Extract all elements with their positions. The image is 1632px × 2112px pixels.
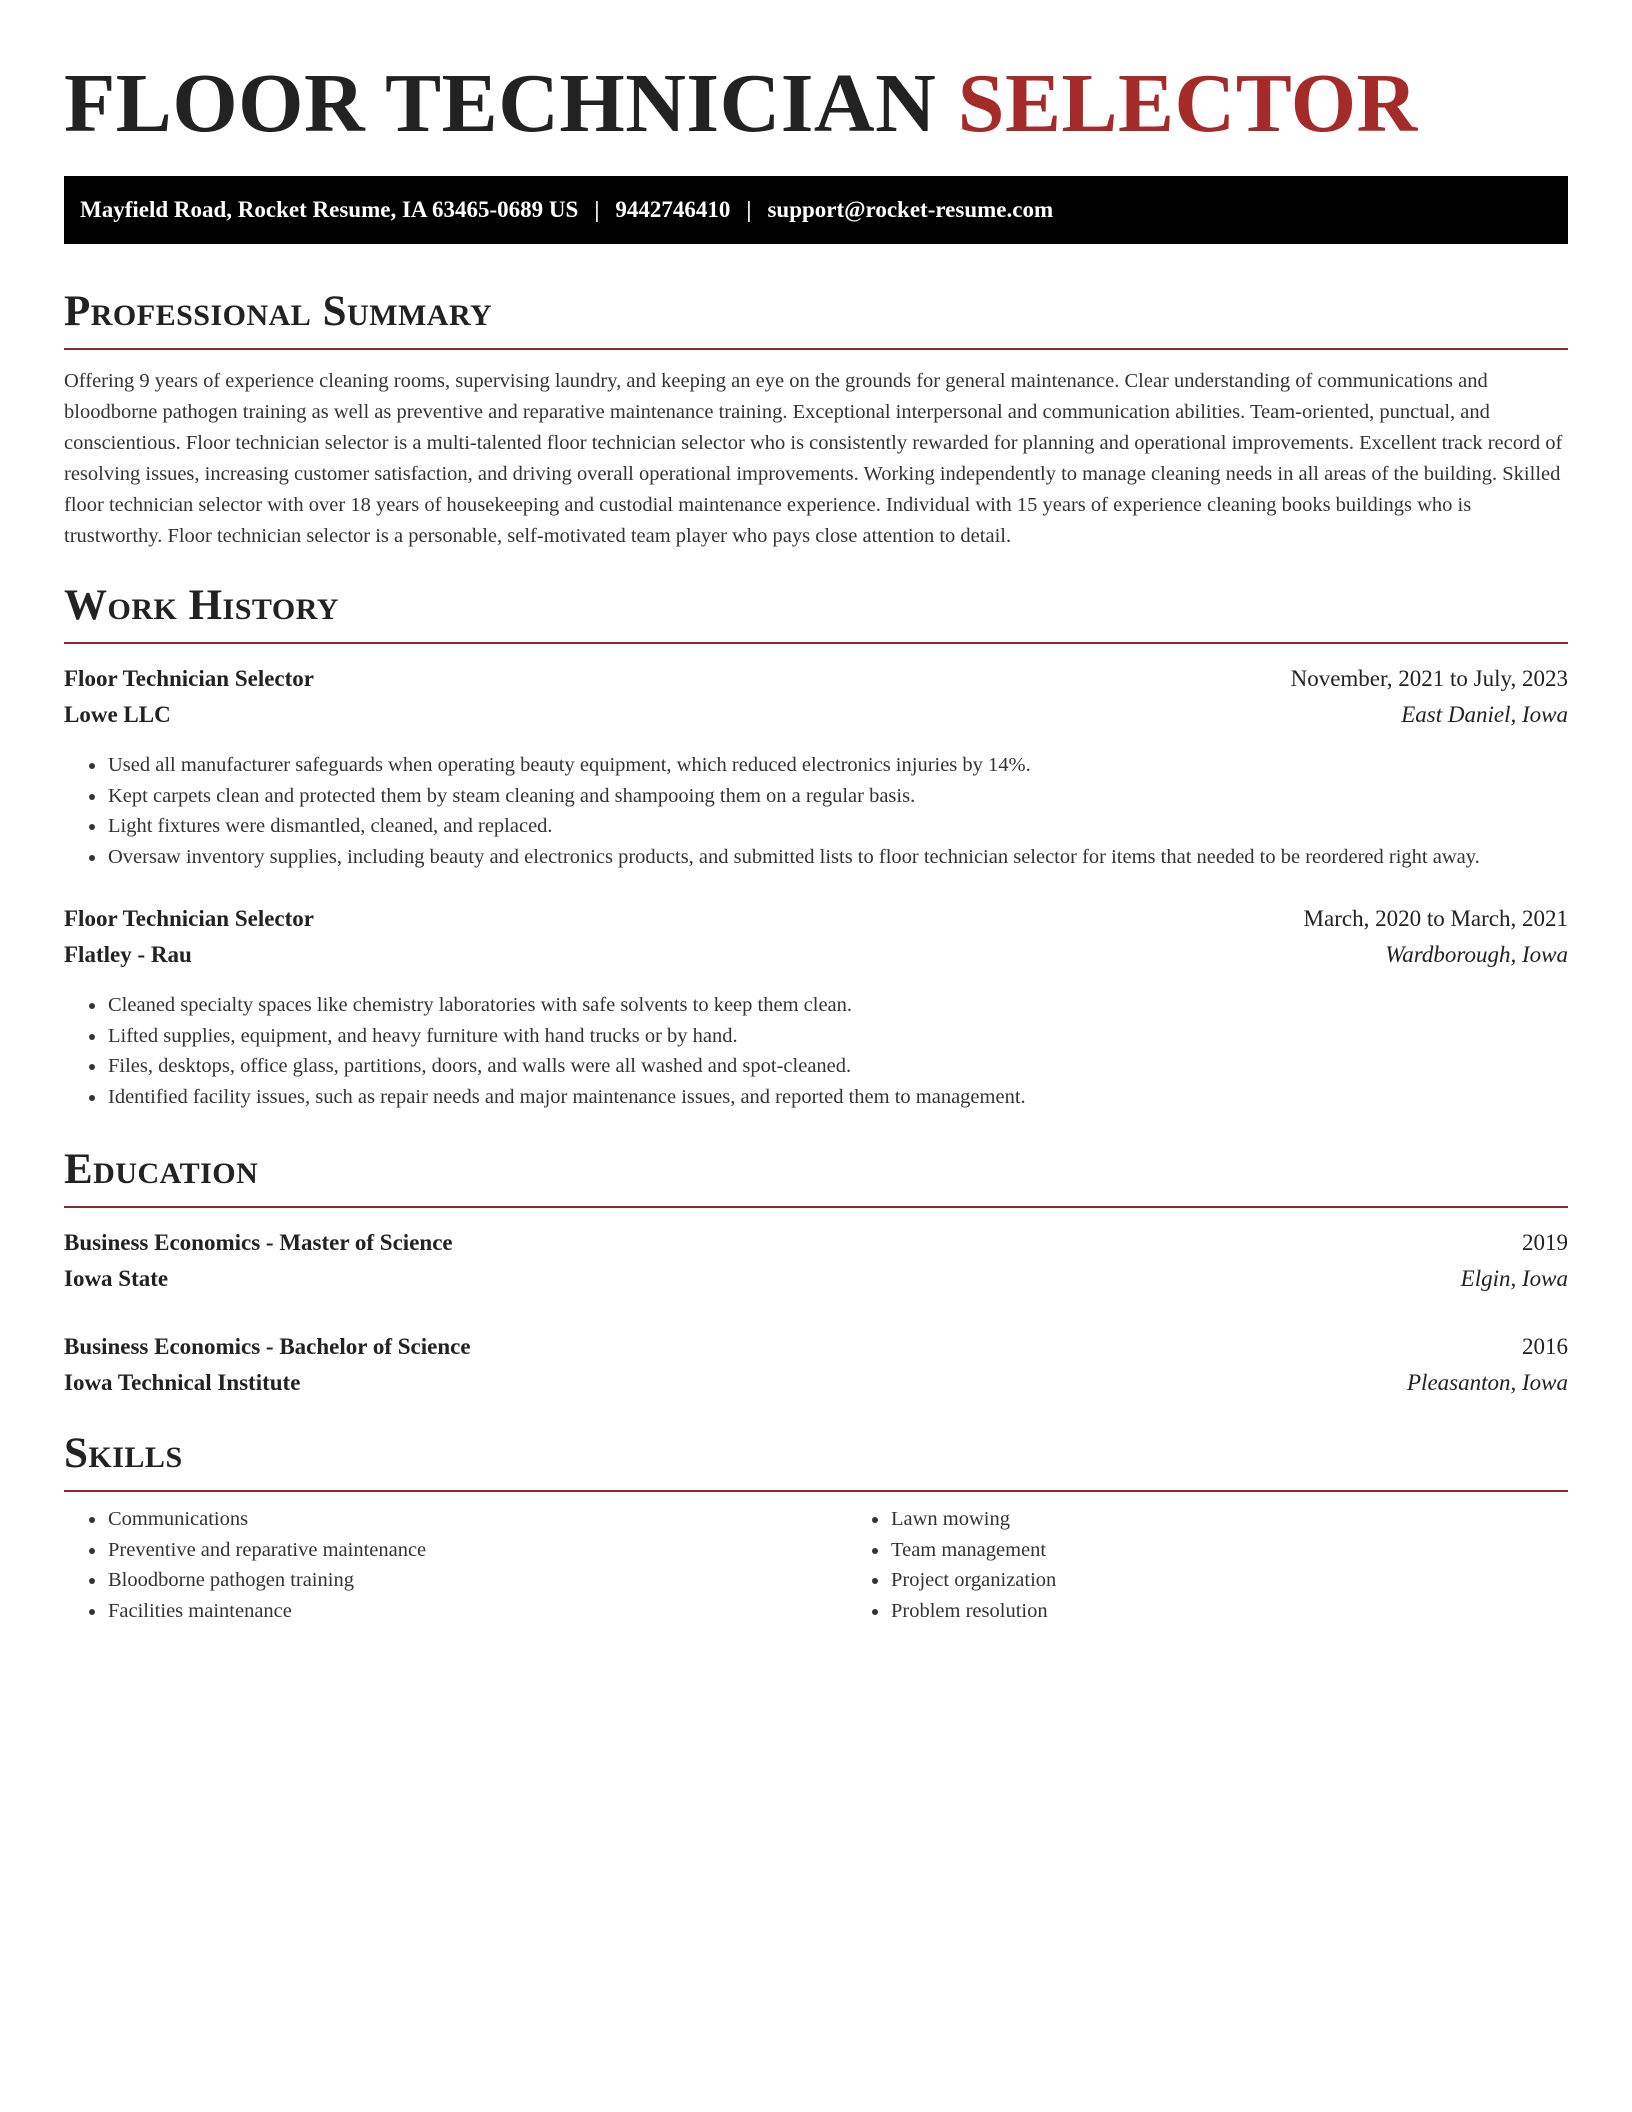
skill-item: • Preventive and reparative maintenance — [107, 1535, 847, 1566]
name-first: FLOOR TECHNICIAN — [64, 57, 937, 150]
list-item: • Files, desktops, office glass, partitions, doors, and walls were all washed and spot-cleaned. — [107, 1051, 1568, 1082]
education-section — [64, 1144, 1568, 1208]
job-company: Flatley - Rau — [64, 942, 192, 967]
job-location: Wardborough, Iowa — [1385, 942, 1568, 967]
job-dates: November, 2021 to July, 2023 — [1290, 666, 1568, 691]
job-bullets — [64, 990, 1568, 1112]
skills-column-left — [64, 1504, 847, 1626]
job-bullets — [64, 750, 1568, 872]
education-entry — [64, 1334, 1568, 1406]
skill-item: • Lawn mowing — [890, 1504, 1630, 1535]
section-title: Professional Summary — [64, 288, 493, 335]
list-item: • Identified facility issues, such as repair needs and major maintenance issues, and reported them to management. — [107, 1082, 1568, 1113]
education-entry — [64, 1230, 1568, 1302]
summary-text: Offering 9 years of experience cleaning rooms, supervising laundry, and keeping an eye on the grounds for general maintenance. Clear understanding of communications and bloodborne pathogen training as well as preventive and reparative maintenance training. Exceptional interpersonal and communication abilities. Team-oriented, punctual, and conscientious. Floor technician selector is a multi-talented floor technician selector who is consistently rewarded for planning and operational improvements. Excellent track record of resolving issues, increasing customer satisfaction, and driving overall operational improvements. Working independently to manage cleaning needs in all areas of the building. Skilled floor technician selector with over 18 years of housekeeping and custodial maintenance experience. Individual with 15 years of experience cleaning books buildings who is trustworthy. Floor technician selector is a personable, self-motivated team player who pays close attention to detail. — [64, 370, 1563, 547]
section-divider — [64, 1206, 1568, 1208]
education-location: Elgin, Iowa — [1460, 1266, 1568, 1291]
name-last: SELECTOR — [957, 57, 1418, 150]
section-title: Skills — [64, 1430, 183, 1477]
job-company: Lowe LLC — [64, 702, 171, 727]
contact-address: Mayfield Road, Rocket Resume, IA 63465-0689 US — [80, 197, 579, 222]
skill-item: • Project organization — [890, 1565, 1630, 1596]
contact-bar — [64, 176, 1568, 244]
contact-separator: | — [746, 197, 752, 222]
work-history-section — [64, 580, 1568, 644]
education-school: Iowa Technical Institute — [64, 1370, 301, 1395]
job-entry — [64, 906, 1568, 1112]
section-divider — [64, 348, 1568, 350]
list-item: • Oversaw inventory supplies, including beauty and electronics products, and submitted lists to floor technician selector for items that needed to be reordered right away. — [107, 842, 1568, 873]
education-location: Pleasanton, Iowa — [1407, 1370, 1568, 1395]
section-divider — [64, 642, 1568, 644]
education-school: Iowa State — [64, 1266, 169, 1291]
skill-item: • Bloodborne pathogen training — [107, 1565, 847, 1596]
skills-grid — [64, 1504, 1568, 1626]
job-position: Floor Technician Selector — [64, 906, 315, 931]
list-item: • Kept carpets clean and protected them by steam cleaning and shampooing them on a regular basis. — [107, 781, 1568, 812]
skill-item: • Team management — [890, 1535, 1630, 1566]
summary-section — [64, 286, 1568, 552]
education-degree: Business Economics - Master of Science — [64, 1230, 453, 1255]
job-location: East Daniel, Iowa — [1401, 702, 1568, 727]
skill-item: • Facilities maintenance — [107, 1596, 847, 1627]
job-entry — [64, 666, 1568, 872]
education-year: 2016 — [1522, 1334, 1568, 1359]
list-item: • Light fixtures were dismantled, cleaned, and replaced. — [107, 811, 1568, 842]
skill-item: • Problem resolution — [890, 1596, 1630, 1627]
section-divider — [64, 1490, 1568, 1492]
skills-column-right — [847, 1504, 1630, 1626]
contact-email[interactable]: support@rocket-resume.com — [767, 197, 1054, 222]
job-position: Floor Technician Selector — [64, 666, 315, 691]
candidate-name — [64, 58, 1418, 150]
education-year: 2019 — [1522, 1230, 1568, 1255]
contact-phone: 9442746410 — [615, 197, 731, 222]
section-title: Work History — [64, 582, 339, 629]
section-title: Education — [64, 1146, 259, 1193]
education-degree: Business Economics - Bachelor of Science — [64, 1334, 471, 1359]
contact-separator: | — [594, 197, 600, 222]
list-item: • Cleaned specialty spaces like chemistry laboratories with safe solvents to keep them clean. — [107, 990, 1568, 1021]
list-item: • Used all manufacturer safeguards when operating beauty equipment, which reduced electronics injuries by 14%. — [107, 750, 1568, 781]
list-item: • Lifted supplies, equipment, and heavy furniture with hand trucks or by hand. — [107, 1021, 1568, 1052]
skills-section — [64, 1428, 1568, 1626]
job-dates: March, 2020 to March, 2021 — [1303, 906, 1568, 931]
skill-item: • Communications — [107, 1504, 847, 1535]
